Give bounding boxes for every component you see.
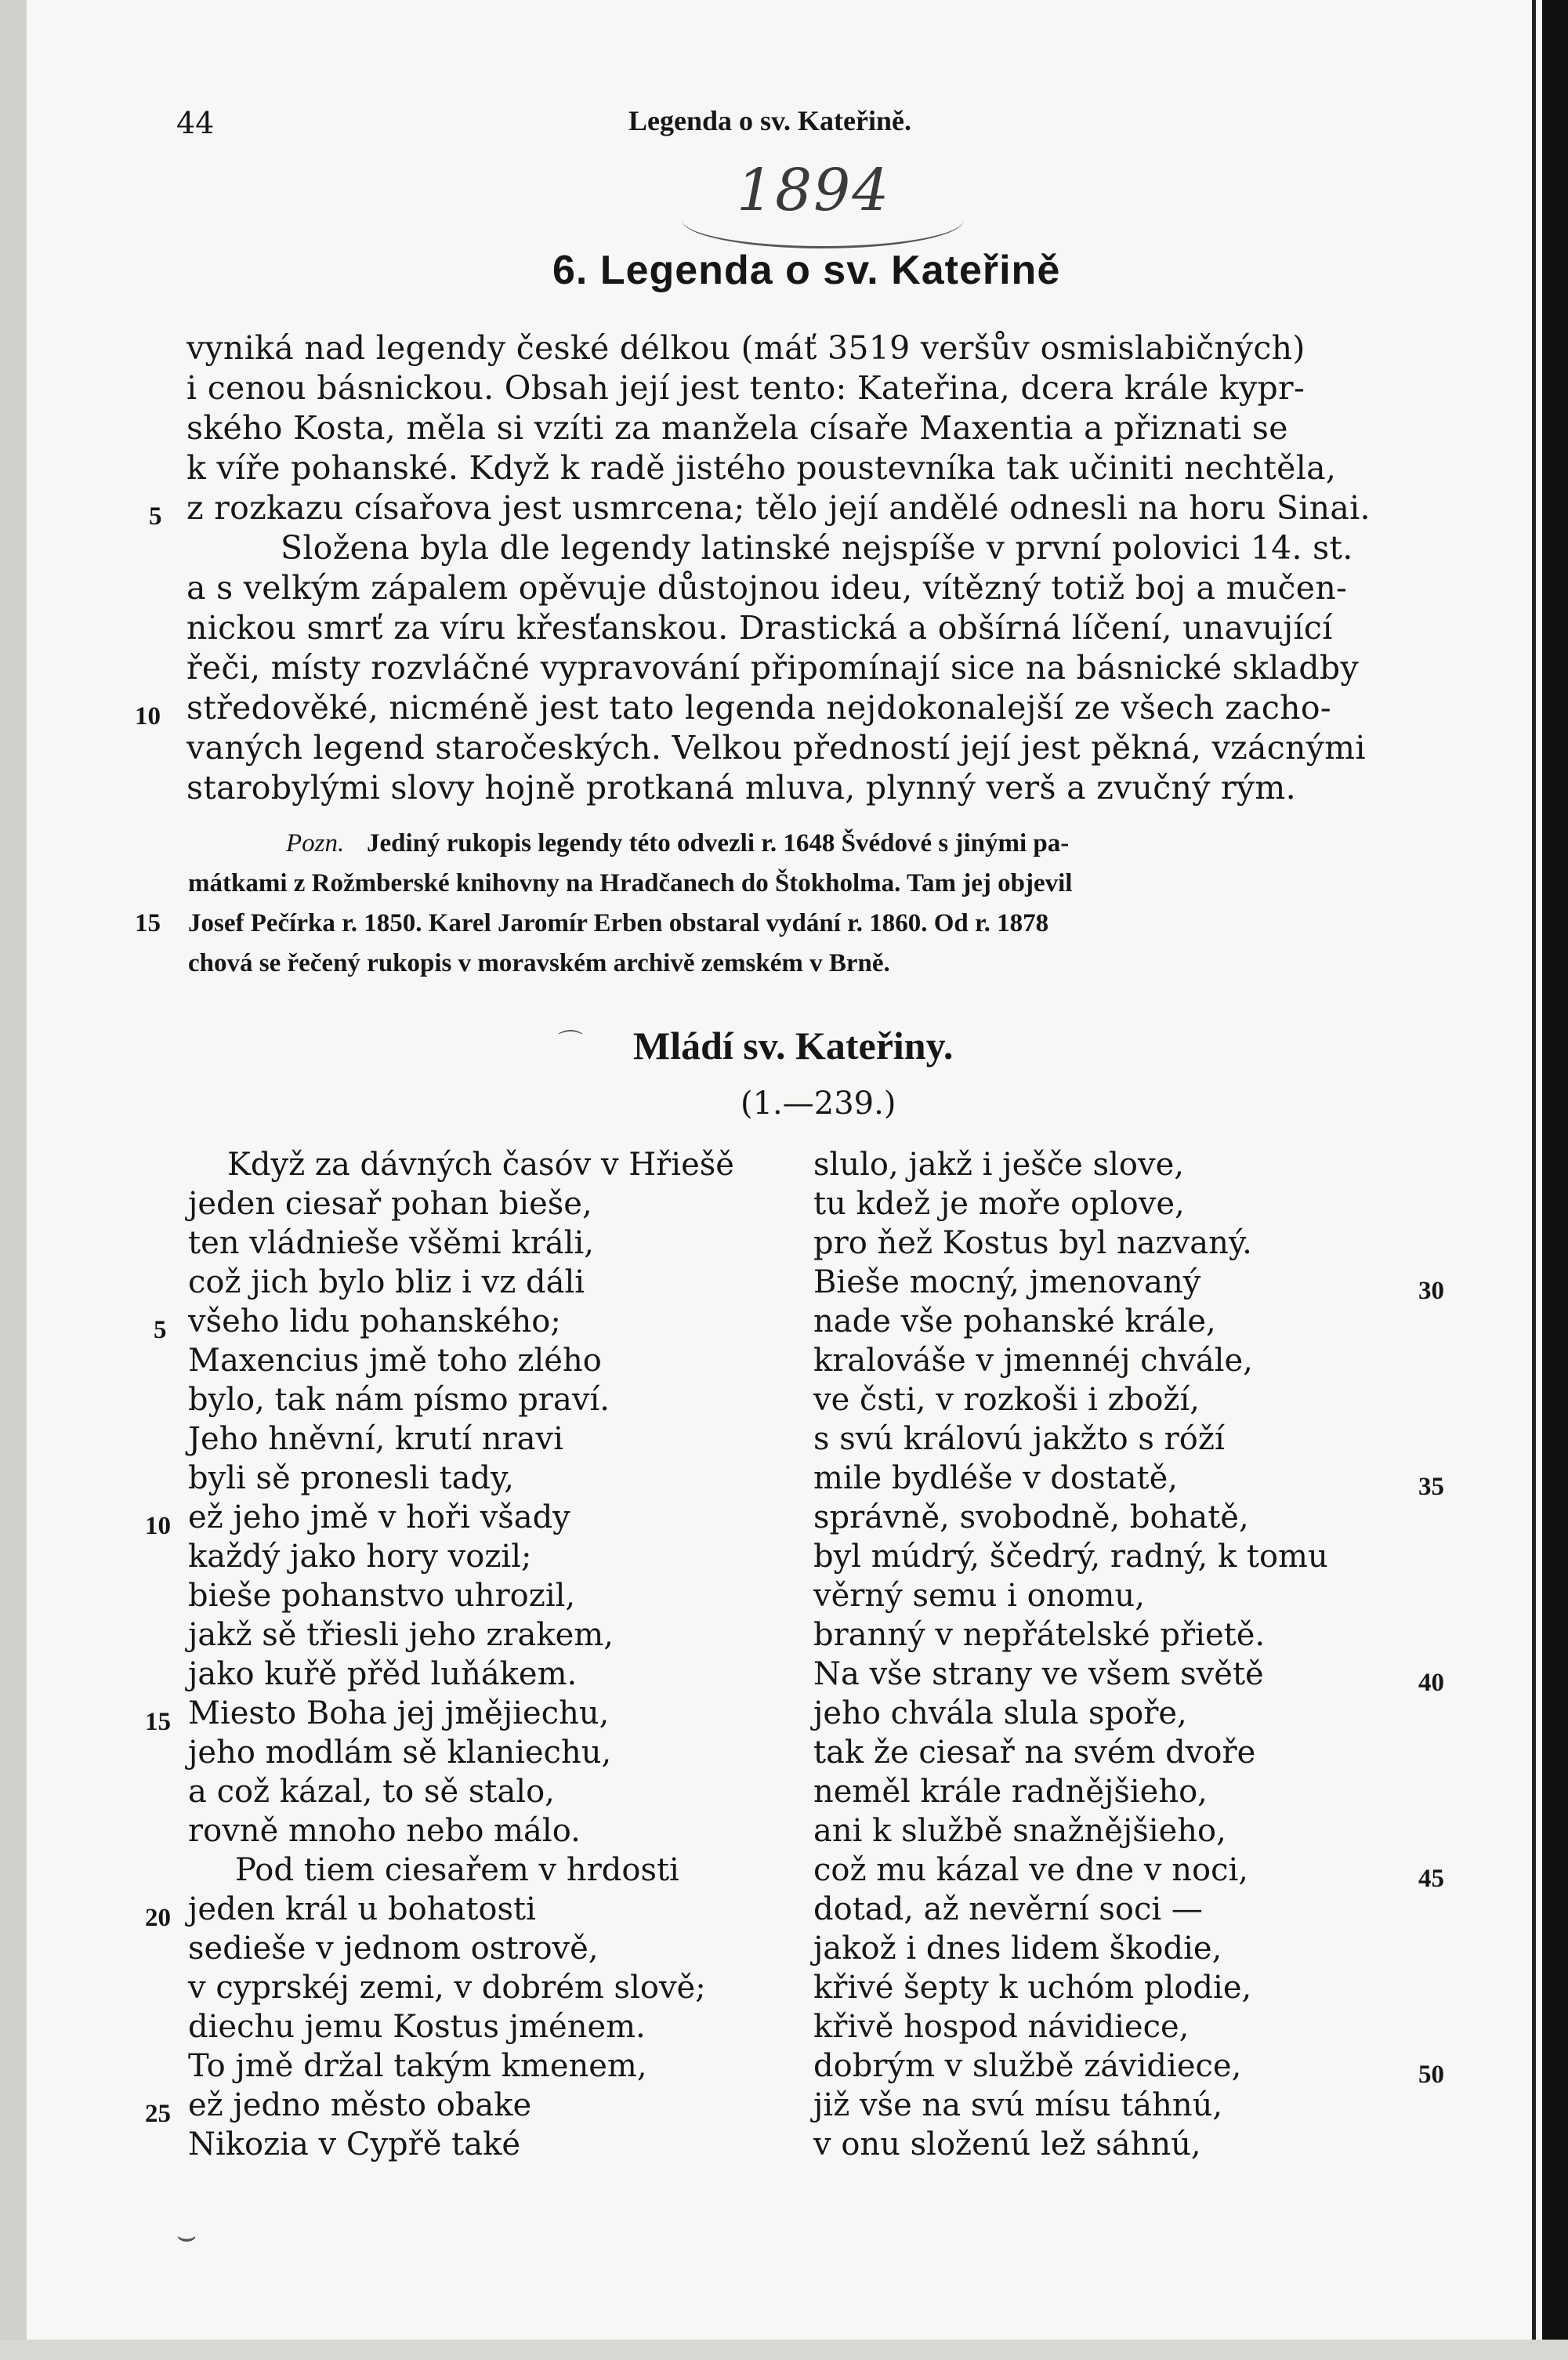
intro-line: a s velkým zápalem opěvuje důstojnou ideu, vítězný totiž boj a mučen-	[186, 569, 1348, 607]
intro-line: Složena byla dle legendy latinské nejspíše v první polovici 14. st.	[281, 529, 1353, 567]
verse-line: Na vše strany ve všem světě	[813, 1656, 1264, 1692]
line-number: 15	[135, 909, 161, 937]
verse-line: Jeho hněvní, krutí nravi	[188, 1421, 563, 1457]
page-number: 44	[176, 106, 215, 140]
verse-line: slulo, jakž i ješče slove,	[813, 1147, 1184, 1183]
verse-line: diechu jemu Kostus jménem.	[188, 2009, 646, 2045]
handwritten-underline	[682, 191, 964, 248]
note-line: Jediný rukopis legendy této odvezli r. 1648 Švédové s jinými pa-	[367, 829, 1070, 857]
intro-line: k víře pohanské. Když k radě jistého poustevníka tak učiniti nechtěla,	[186, 449, 1337, 487]
verse-line: ež jedno město obake	[188, 2087, 532, 2123]
verse-line: byli sě pronesli tady,	[188, 1460, 515, 1496]
pencil-mark: ⌒	[558, 1028, 584, 1057]
verse-line: v onu složenú lež sáhnú,	[813, 2126, 1201, 2162]
intro-line: řeči, místy rozvláčné vypravování připomínají sice na básnické skladby	[186, 649, 1359, 687]
intro-line: nickou smrť za víru křesťanskou. Drastická a obšírná líčení, unavující	[186, 609, 1333, 647]
verse-line: jeho chvála slula spoře,	[813, 1695, 1187, 1731]
verse-line: všeho lidu pohanského;	[188, 1303, 561, 1340]
line-number: 30	[1418, 1277, 1444, 1305]
line-number: 20	[145, 1904, 171, 1932]
verse-line: bieše pohanstvo uhrozil,	[188, 1578, 576, 1614]
verse-line: ve čsti, v rozkoši i zboží,	[813, 1382, 1200, 1418]
verse-line: jeden král u bohatosti	[188, 1891, 536, 1927]
line-number: 45	[1418, 1865, 1444, 1893]
verse-line: jako kuřě přěd luňákem.	[188, 1656, 578, 1692]
verse-line: již vše na svú mísu táhnú,	[813, 2087, 1223, 2123]
scan-edge-bottom	[0, 2340, 1568, 2360]
intro-line: středověké, nicméně jest tato legenda nejdokonalejší ze všech zacho-	[186, 689, 1331, 727]
verse-line: dotad, až nevěrní soci —	[813, 1891, 1203, 1927]
note-line: mátkami z Rožmberské knihovny na Hradčanech do Štokholma. Tam jej objevil	[188, 869, 1073, 897]
line-number: 15	[145, 1708, 171, 1736]
verse-line: ani k službě snažnějšieho,	[813, 1813, 1226, 1849]
verse-line: tu kdež je moře oplove,	[813, 1186, 1185, 1222]
note-line: Josef Pečírka r. 1850. Karel Jaromír Erben obstaral vydání r. 1860. Od r. 1878	[188, 909, 1049, 937]
handwritten-year-annotation: 1894	[737, 157, 891, 224]
intro-line: z rozkazu císařova jest usmrcena; tělo její andělé odnesli na horu Sinai.	[186, 489, 1371, 527]
verse-line: kralováše v jmennéj chvále,	[813, 1343, 1253, 1379]
verse-line: Maxencius jmě toho zlého	[188, 1343, 602, 1379]
page-gutter-line	[1532, 0, 1536, 2360]
verse-line: rovně mnoho nebo málo.	[188, 1813, 581, 1849]
verse-line: správně, svobodně, bohatě,	[813, 1499, 1249, 1535]
line-number: 40	[1418, 1669, 1444, 1697]
verse-line: jeho modlám sě klaniechu,	[188, 1735, 612, 1771]
verse-line: mile bydléše v dostatě,	[813, 1460, 1178, 1496]
verse-line: tak že ciesař na svém dvoře	[813, 1735, 1256, 1771]
verse-line: věrný semu i onomu,	[813, 1578, 1145, 1614]
pencil-mark: ⌣	[176, 2218, 197, 2254]
verse-line: ež jeho jmě v hoři všady	[188, 1499, 570, 1535]
line-number: 5	[154, 1316, 167, 1344]
verse-line: neměl krále radnějšieho,	[813, 1774, 1208, 1810]
verse-line: křivě hospod návidiece,	[813, 2009, 1190, 2045]
verse-line: jakž sě třiesli jeho zrakem,	[188, 1617, 614, 1653]
verse-line: sedieše v jednom ostrově,	[188, 1930, 599, 1967]
line-number: 35	[1418, 1473, 1444, 1501]
verse-line: Pod tiem ciesařem v hrdosti	[235, 1852, 679, 1888]
line-number: 10	[145, 1512, 171, 1540]
verse-line: každý jako hory vozil;	[188, 1539, 532, 1575]
verse-line: jakož i dnes lidem škodie,	[813, 1930, 1222, 1967]
verse-line: Když za dávných časóv v Hřiešě	[227, 1147, 734, 1183]
verse-line: křivé šepty k uchóm plodie,	[813, 1970, 1252, 2006]
intro-line: vyniká nad legendy české délkou (máť 3519 veršův osmislabičných)	[186, 329, 1305, 367]
section-title: 6. Legenda o sv. Kateřině	[552, 248, 1061, 293]
verse-line: Miesto Boha jej jmějiechu,	[188, 1695, 610, 1731]
verse-line: což jich bylo bliz i vz dáli	[188, 1264, 585, 1300]
verse-line: dobrým v službě závidiece,	[813, 2048, 1242, 2084]
verse-line: nade vše pohanské krále,	[813, 1303, 1216, 1340]
poem-title: Mládí sv. Kateřiny.	[633, 1024, 954, 1068]
verse-line: s svú královú jakžto s róží	[813, 1421, 1225, 1457]
running-title: Legenda o sv. Kateřině.	[628, 105, 911, 136]
verse-line: bylo, tak nám písmo praví.	[188, 1382, 610, 1418]
intro-line: starobylými slovy hojně protkaná mluva, plynný verš a zvučný rým.	[186, 769, 1296, 807]
line-number: 5	[149, 502, 162, 531]
verse-line: Nikozia v Cypřě také	[188, 2126, 521, 2162]
intro-line: ského Kosta, měla si vzíti za manžela císaře Maxentia a přiznati se	[186, 409, 1288, 447]
verse-line: v cyprskéj zemi, v dobrém slově;	[188, 1970, 706, 2006]
note-label: Pozn.	[286, 829, 345, 857]
verse-line: branný v nepřátelské přietě.	[813, 1617, 1266, 1653]
intro-line: vaných legend staročeských. Velkou předností její jest pěkná, vzácnými	[186, 729, 1366, 767]
verse-line: pro ňež Kostus byl nazvaný.	[813, 1225, 1252, 1261]
intro-line: i cenou básnickou. Obsah její jest tento: Kateřina, dcera krále kypr-	[186, 369, 1305, 407]
verse-line: jeden ciesař pohan bieše,	[188, 1186, 592, 1222]
verse-line: ten vládnieše všěmi králi,	[188, 1225, 594, 1261]
poem-line-range: (1.—239.)	[741, 1086, 896, 1122]
verse-line: Bieše mocný, jmenovaný	[813, 1264, 1201, 1300]
line-number: 10	[135, 702, 161, 730]
verse-line: a což kázal, to sě stalo,	[188, 1774, 555, 1810]
verse-line: To jmě držal takým kmenem,	[188, 2048, 647, 2084]
scan-edge-right	[1542, 0, 1568, 2360]
note-line: chová se řečený rukopis v moravském archivě zemském v Brně.	[188, 949, 890, 977]
line-number: 50	[1418, 2061, 1444, 2089]
verse-line: což mu kázal ve dne v noci,	[813, 1852, 1248, 1888]
verse-line: byl múdrý, ščedrý, radný, k tomu	[813, 1539, 1328, 1575]
scan-edge-left	[0, 0, 27, 2360]
line-number: 25	[145, 2100, 171, 2128]
